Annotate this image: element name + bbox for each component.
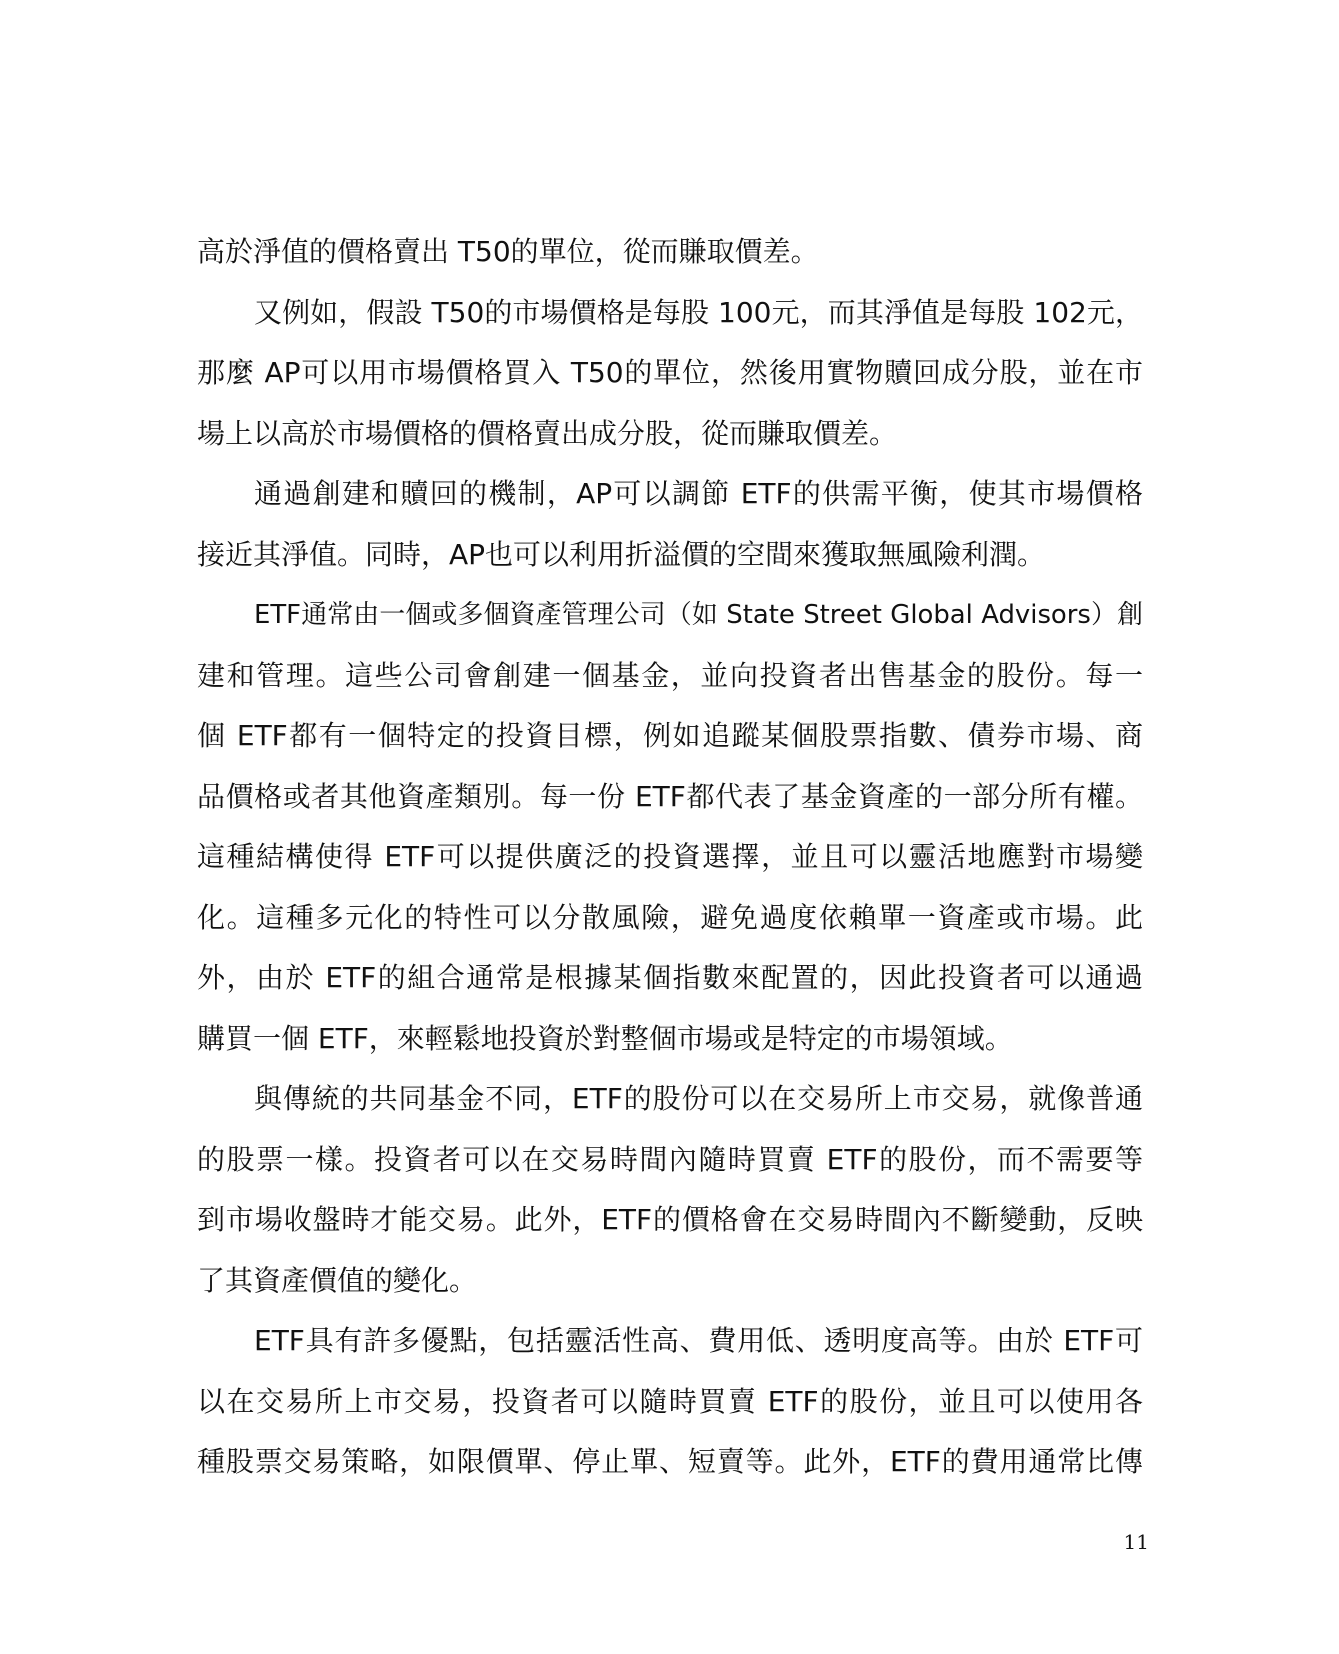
- page-number: 11: [1123, 1530, 1149, 1554]
- text-line: 到市場收盤時才能交易。此外，ETF的價格會在交易時間內不斷變動，反映: [197, 1203, 1143, 1236]
- text-line: 這種結構使得 ETF可以提供廣泛的投資選擇，並且可以靈活地應對市場變: [197, 840, 1143, 873]
- text-line: 又例如，假設 T50的市場價格是每股 100元，而其淨值是每股 102元，: [254, 295, 1143, 329]
- text-line: 外，由於 ETF的組合通常是根據某個指數來配置的，因此投資者可以通過: [197, 961, 1143, 994]
- text-line: 種股票交易策略，如限價單、停止單、短賣等。此外，ETF的費用通常比傳: [197, 1445, 1143, 1478]
- text-line: 通過創建和贖回的機制，AP可以調節 ETF的供需平衡，使其市場價格: [254, 477, 1143, 510]
- text-line: 那麼 AP可以用市場價格買入 T50的單位，然後用實物贖回成分股，並在市: [197, 356, 1143, 389]
- text-line: 建和管理。這些公司會創建一個基金，並向投資者出售基金的股份。每一: [197, 658, 1143, 692]
- text-line: 場上以高於市場價格的價格賣出成分股，從而賺取價差。: [197, 416, 898, 450]
- text-line: 接近其淨值。同時，AP也可以利用折溢價的空間來獲取無風險利潤。: [197, 537, 1046, 571]
- body-text: [197, 222, 1143, 1493]
- text-line: 品價格或者其他資產類別。每一份 ETF都代表了基金資產的一部分所有權。: [197, 779, 1143, 813]
- text-line: 了其資產價值的變化。: [197, 1263, 478, 1297]
- text-line: 個 ETF都有一個特定的投資目標，例如追蹤某個股票指數、債券市場、商: [197, 719, 1143, 752]
- text-line: 化。這種多元化的特性可以分散風險，避免過度依賴單一資產或市場。此: [197, 900, 1143, 934]
- text-line: 與傳統的共同基金不同，ETF的股份可以在交易所上市交易，就像普通: [254, 1082, 1143, 1115]
- text-line: ETF具有許多優點，包括靈活性高、費用低、透明度高等。由於 ETF可: [254, 1324, 1143, 1357]
- text-line: 高於淨值的價格賣出 T50的單位，從而賺取價差。: [197, 235, 819, 268]
- text-line: 以在交易所上市交易，投資者可以隨時買賣 ETF的股份，並且可以使用各: [197, 1384, 1143, 1418]
- text-line: ETF通常由一個或多個資產管理公司（如 State Street Global Advisors）創: [254, 600, 1143, 630]
- text-line: 購買一個 ETF，來輕鬆地投資於對整個市場或是特定的市場領域。: [197, 1021, 1013, 1055]
- text-line: 的股票一樣。投資者可以在交易時間內隨時買賣 ETF的股份，而不需要等: [197, 1142, 1143, 1176]
